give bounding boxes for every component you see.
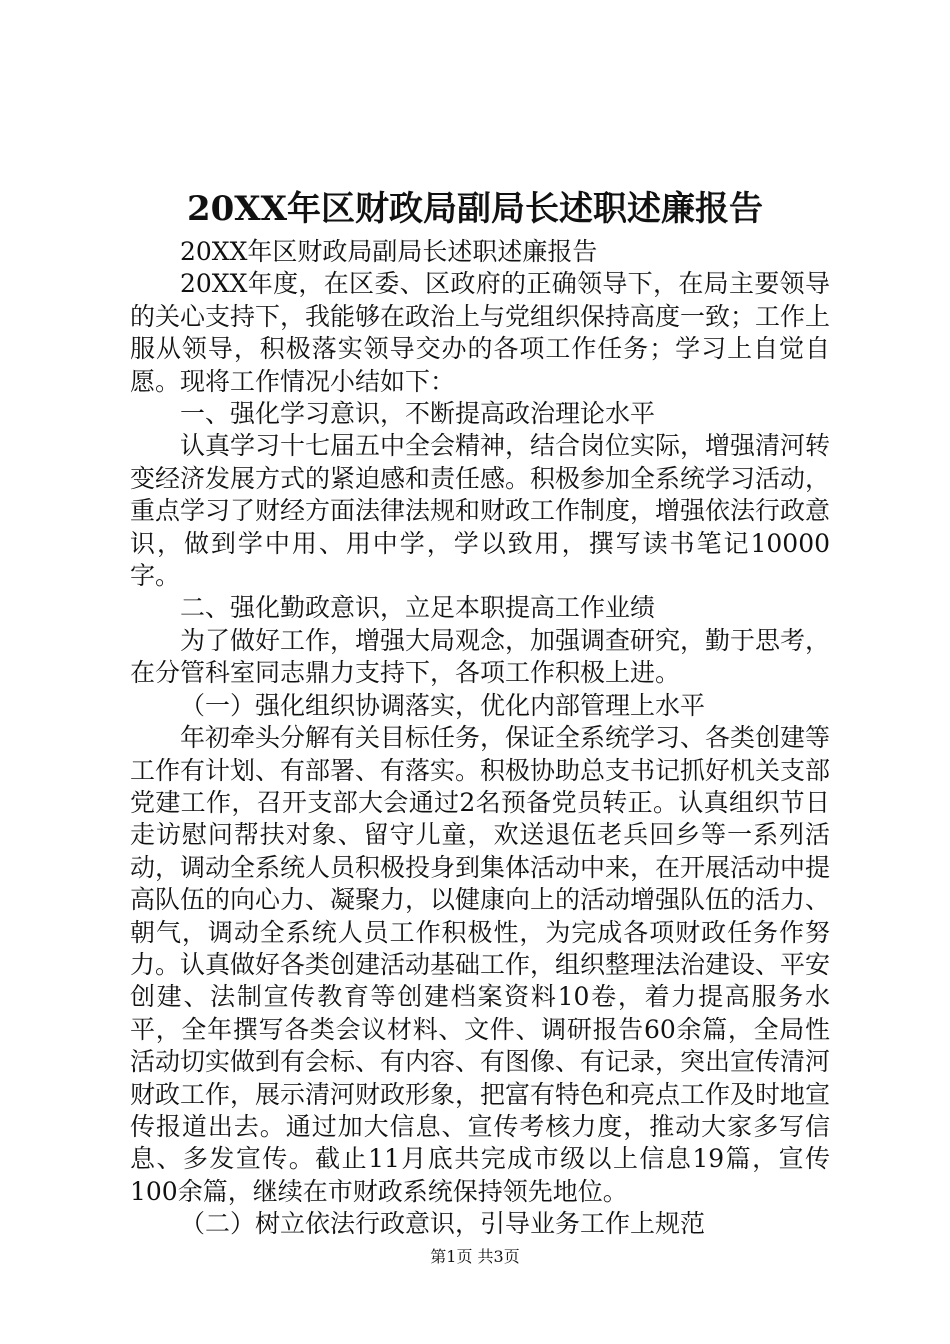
document-title: 20XX年区财政局副局长述职述廉报告	[186, 189, 764, 229]
section-heading-1: 一、强化学习意识，不断提高政治理论水平	[180, 399, 656, 429]
body-heading-line: 20XX年区财政局副局长述职述廉报告	[180, 237, 598, 266]
body-paragraph-study: 认真学习十七届五中全会精神，结合岗位实际，增强清河转变经济发展方式的紧迫感和责任感。积极参加全系统学习活动，重点学习了财经方面法律法规和财政工作制度，增强依法行政意识，做到学中用、用中学，学以致用，撰写读书笔记10000字。	[130, 431, 831, 591]
body-paragraph-work: 为了做好工作，增强大局观念，加强调查研究，勤于思考，在分管科室同志鼎力支持下，各项工作积极上进。	[130, 625, 831, 688]
page-number-footer: 第1页 共3页	[430, 1247, 520, 1266]
subsection-heading-1: （一）强化组织协调落实，优化内部管理上水平	[180, 690, 706, 720]
document-body	[130, 236, 830, 1241]
subsection-heading-2: （二）树立依法行政意识，引导业务工作上规范	[180, 1209, 706, 1239]
section-heading-2: 二、强化勤政意识，立足本职提高工作业绩	[180, 593, 656, 623]
body-paragraph-organization: 年初牵头分解有关目标任务，保证全系统学习、各类创建等工作有计划、有部署、有落实。积极协助总支书记抓好机关支部党建工作，召开支部大会通过2名预备党员转正。认真组织节日走访慰问帮扶对象、留守儿童，欢送退伍老兵回乡等一系列活动，调动全系统人员积极投身到集体活动中来，在开展活动中提高队伍的向心力、凝聚力，以健康向上的活动增强队伍的活力、朝气，调动全系统人员工作积极性，为完成各项财政任务作努力。认真做好各类创建活动基础工作，组织整理法治建设、平安创建、法制宣传教育等创建档案资料10卷，着力提高服务水平，全年撰写各类会议材料、文件、调研报告60余篇，全局性活动切实做到有会标、有内容、有图像、有记录，突出宣传清河财政工作，展示清河财政形象，把富有特色和亮点工作及时地宣传报道出去。通过加大信息、宣传考核力度，推动大家多写信息、多发宣传。截止11月底共完成市级以上信息19篇，宣传100余篇，继续在市财政系统保持领先地位。	[130, 723, 831, 1206]
body-paragraph-intro: 20XX年度，在区委、区政府的正确领导下，在局主要领导的关心支持下，我能够在政治上与党组织保持高度一致；工作上服从领导，积极落实领导交办的各项工作任务；学习上自觉自愿。现将工作情况小结如下：	[130, 269, 831, 396]
